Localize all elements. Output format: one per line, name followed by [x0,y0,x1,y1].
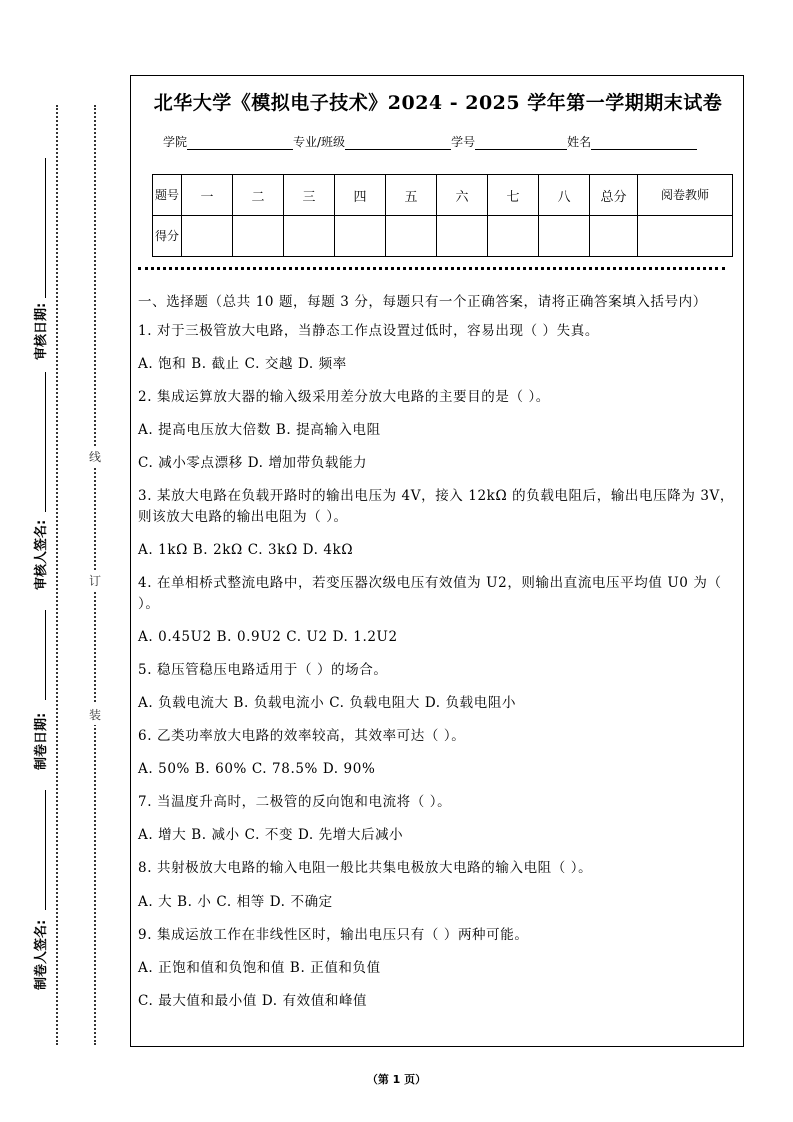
total-score-cell[interactable] [590,216,638,257]
section-heading: 一、选择题（总共 10 题，每题 3 分，每题只有一个正确答案，请将正确答案填入括号内） [138,294,707,310]
question-8: 8. 共射极放大电路的输入电阻一般比共集电极放大电路的输入电阻（ ）。 [138,860,593,877]
student-info-row [163,133,697,150]
question-4: 4. 在单相桥式整流电路中，若变压器次级电压有效值为 U2，则输出直流电压平均值 U0 为（ ）。 [138,575,722,612]
question-section [138,291,743,1024]
question-7-options: A. 增大 B. 减小 C. 不变 D. 先增大后减小 [138,827,404,844]
score-cell[interactable] [182,216,233,257]
student-id-label: 学号 [451,135,476,149]
question-2-options-cd: C. 减小零点漂移 D. 增加带负载能力 [138,455,368,472]
col-1: 一 [182,175,233,216]
binding-ding: 订 [89,570,101,591]
question-5-options: A. 负载电流大 B. 负载电流小 C. 负载电阻大 D. 负载电阻小 [138,694,517,711]
score-table [152,174,733,257]
col-4: 四 [335,175,386,216]
maker-date-line [45,610,46,700]
separator-dotted-rule [138,267,725,270]
score-cell[interactable] [437,216,488,257]
college-label: 学院 [163,135,188,149]
question-9: 9. 集成运放工作在非线性区时，输出电压只有（ ）两种可能。 [138,926,529,943]
score-cell[interactable] [539,216,590,257]
score-cell[interactable] [386,216,437,257]
maker-sign-line [45,790,46,910]
name-field[interactable] [591,137,697,150]
maker-sign-label: 制卷人签名: [34,919,49,990]
question-9-options-ab: A. 正饱和值和负饱和值 B. 正值和负值 [138,959,381,976]
col-5: 五 [386,175,437,216]
left-dotted-rule [56,105,58,1045]
reviewer-date-label: 审核日期: [34,302,49,360]
major-label: 专业/班级 [293,135,346,149]
question-6-options: A. 50% B. 60% C. 78.5% D. 90% [138,761,376,778]
question-7: 7. 当温度升高时，二极管的反向饱和电流将（ ）。 [138,794,452,811]
score-cell[interactable] [284,216,335,257]
question-8-options: A. 大 B. 小 C. 相等 D. 不确定 [138,893,333,910]
col-8: 八 [539,175,590,216]
score-cell[interactable] [488,216,539,257]
teacher-sign-cell[interactable] [638,216,733,257]
col-6: 六 [437,175,488,216]
teacher-header: 阅卷教师 [638,175,733,216]
score-header: 得分 [153,216,182,257]
question-2: 2. 集成运算放大器的输入级采用差分放大电路的主要目的是（ ）。 [138,389,550,406]
question-1-options: A. 饱和 B. 截止 C. 交越 D. 频率 [138,356,347,373]
reviewer-sign-line [45,372,46,512]
score-cell[interactable] [335,216,386,257]
score-table-header-row [153,175,733,216]
major-field[interactable] [345,137,451,150]
name-label: 姓名 [567,135,592,149]
col-2: 二 [233,175,284,216]
question-3: 3. 某放大电路在负载开路时的输出电压为 4V，接入 12kΩ 的负载电阻后，输出电压降为 3V，则该放大电路的输出电阻为（ ）。 [138,488,734,525]
col-7: 七 [488,175,539,216]
score-cell[interactable] [233,216,284,257]
question-9-options-cd: C. 最大值和最小值 D. 有效值和峰值 [138,992,368,1009]
binding-xian: 线 [89,446,101,467]
exam-title: 北华大学《模拟电子技术》2024 - 2025 学年第一学期期末试卷 [153,92,723,114]
score-table-score-row [153,216,733,257]
reviewer-sign-label: 审核人签名: [34,519,49,590]
question-number-header: 题号 [153,175,182,216]
question-2-options-ab: A. 提高电压放大倍数 B. 提高输入电阻 [138,422,381,439]
binding-zhuang: 装 [89,704,101,725]
question-6: 6. 乙类功率放大电路的效率较高，其效率可达（ ）。 [138,728,466,745]
question-3-options: A. 1kΩ B. 2kΩ C. 3kΩ D. 4kΩ [138,542,354,559]
question-4-options: A. 0.45U2 B. 0.9U2 C. U2 D. 1.2U2 [138,628,398,645]
exam-frame [130,75,744,1047]
student-id-field[interactable] [475,137,567,150]
college-field[interactable] [187,137,293,150]
maker-date-label: 制卷日期: [34,712,49,770]
question-1: 1. 对于三极管放大电路，当静态工作点设置过低时，容易出现（ ）失真。 [138,323,599,339]
page-number: （第 1 页） [366,1073,427,1086]
total-header: 总分 [590,175,638,216]
question-5: 5. 稳压管稳压电路适用于（ ）的场合。 [138,661,388,678]
col-3: 三 [284,175,335,216]
reviewer-date-line [45,158,46,298]
